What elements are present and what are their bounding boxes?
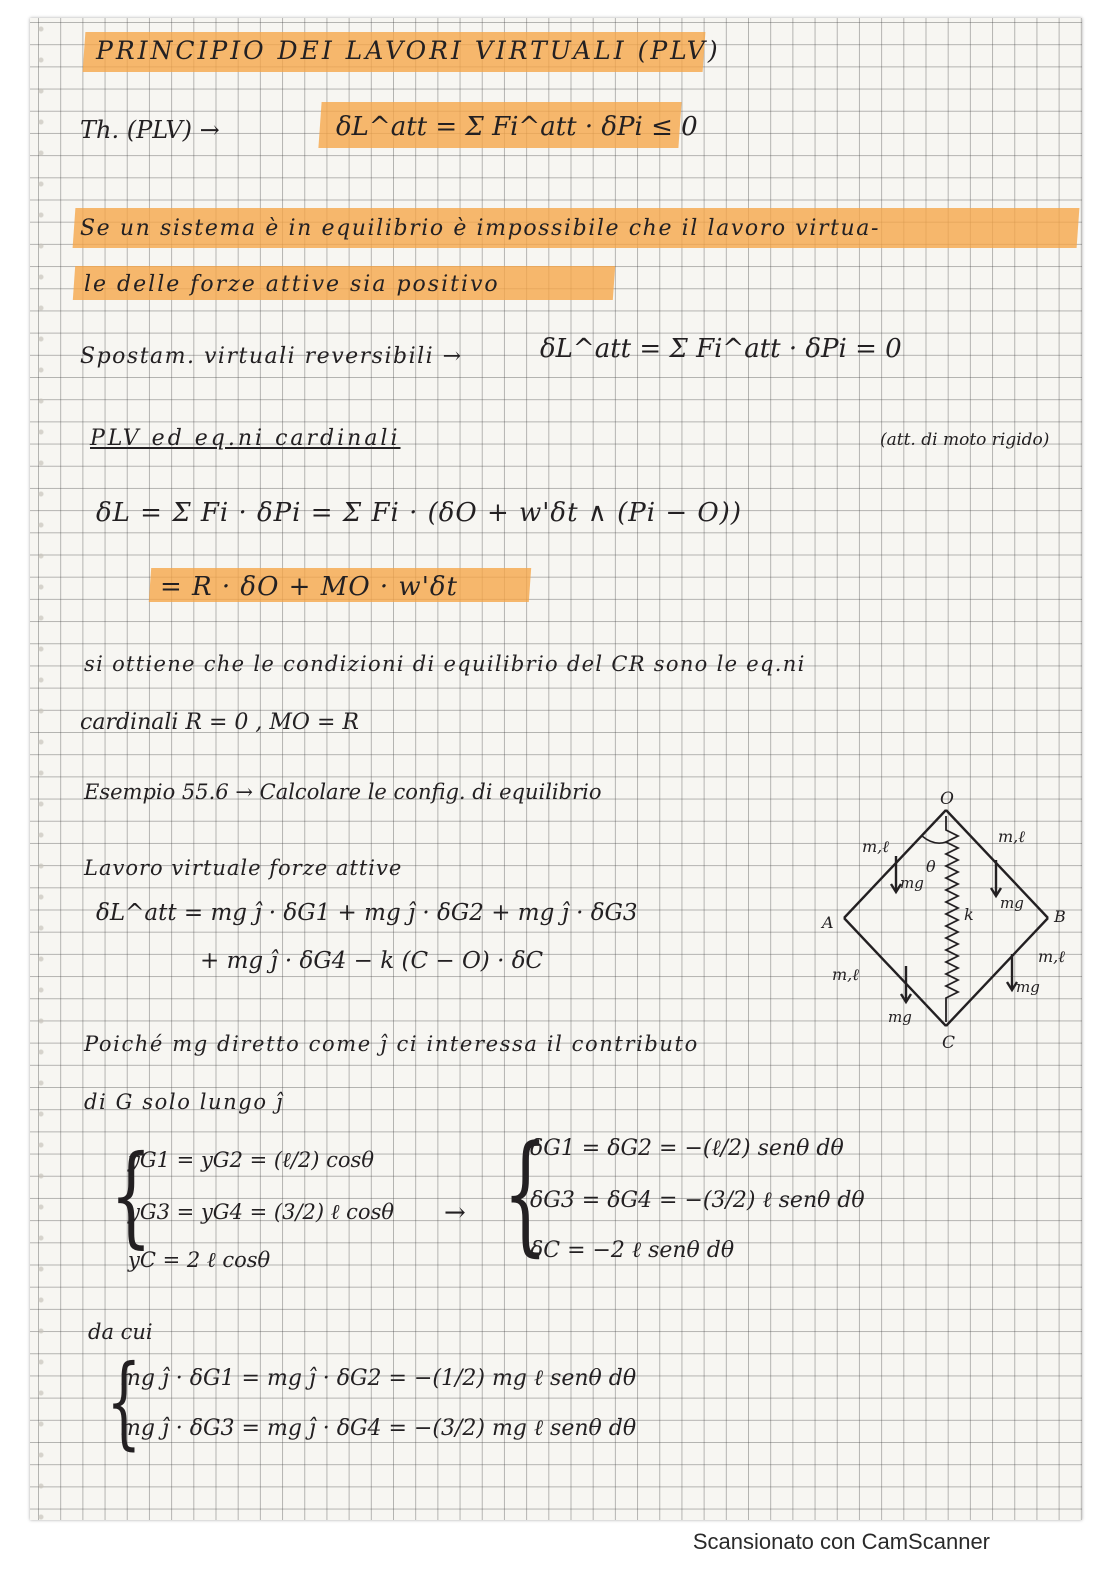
final-system-eq-1: mg ĵ · δG1 = mg ĵ · δG2 = −(1/2) mg ℓ senθ dθ: [120, 1366, 637, 1391]
angle-arc: [922, 836, 946, 843]
right-system-eq-2: δG3 = δG4 = −(3/2) ℓ senθ dθ: [530, 1188, 865, 1213]
left-system-eq-3: yC = 2 ℓ cosθ: [128, 1248, 271, 1272]
left-system-eq-2: yG3 = yG4 = (3/2) ℓ cosθ: [128, 1200, 394, 1224]
theorem-label: Th. (PLV) →: [80, 116, 220, 144]
reasoning-line-1: Poiché mg diretto come ĵ ci interessa il contributo: [84, 1032, 699, 1056]
from-which: da cui: [88, 1320, 153, 1344]
spring-oc: [946, 816, 958, 1022]
reversible-formula: δL^att = Σ Fi^att · δPi = 0: [540, 334, 902, 364]
rod-bc: [946, 918, 1048, 1026]
right-system-eq-3: δC = −2 ℓ senθ dθ: [530, 1238, 735, 1263]
rigid-motion-note: (att. di moto rigido): [880, 430, 1050, 450]
label-rod-tr: m,ℓ: [998, 827, 1025, 846]
label-rod-tl: m,ℓ: [862, 837, 889, 856]
conclusion-line-1: si ottiene che le condizioni di equilibrio del CR sono le eq.ni: [84, 652, 806, 676]
derivation-line-2: = R · δO + MO · w'δt: [160, 572, 458, 602]
label-force-1: mg: [900, 874, 924, 892]
label-point-b: B: [1054, 907, 1066, 926]
theorem-formula: δL^att = Σ Fi^att · δPi ≤ 0: [336, 112, 698, 142]
left-system-brace: {: [110, 1131, 152, 1259]
label-force-3: mg: [888, 1008, 912, 1026]
example-label: Esempio 55.6 → Calcolare le config. di equilibrio: [84, 780, 602, 804]
label-rod-bl: m,ℓ: [832, 965, 859, 984]
label-rod-br: m,ℓ: [1038, 947, 1065, 966]
page-title: PRINCIPIO DEI LAVORI VIRTUALI (PLV): [96, 36, 721, 65]
implies-arrow: →: [444, 1198, 466, 1228]
conclusion-line-2: cardinali R = 0 , MO = R: [80, 710, 359, 735]
right-system-eq-1: δG1 = δG2 = −(ℓ/2) senθ dθ: [530, 1136, 844, 1161]
rhombus-spring-diagram: [818, 790, 1078, 1060]
plv-cardinal-heading: PLV ed eq.ni cardinali: [90, 426, 401, 451]
virtual-work-heading: Lavoro virtuale forze attive: [84, 856, 403, 880]
statement-line-2: le delle forze attive sia positivo: [84, 272, 500, 297]
reasoning-line-2: di G solo lungo ĵ: [84, 1090, 284, 1114]
statement-line-1: Se un sistema è in equilibrio è impossibile che il lavoro virtua-: [80, 216, 881, 241]
label-angle: θ: [926, 857, 936, 876]
left-system-eq-1: yG1 = yG2 = (ℓ/2) cosθ: [128, 1148, 374, 1172]
reversible-label: Spostam. virtuali reversibili →: [80, 344, 463, 369]
final-system-eq-2: mg ĵ · δG3 = mg ĵ · δG4 = −(3/2) mg ℓ senθ dθ: [120, 1416, 637, 1441]
label-spring-k: k: [964, 905, 974, 924]
label-force-4: mg: [1016, 978, 1040, 996]
virtual-work-eq-1: δL^att = mg ĵ · δG1 + mg ĵ · δG2 + mg ĵ · δG3: [96, 900, 638, 926]
spiral-binding: [30, 18, 52, 1520]
label-point-a: A: [822, 913, 834, 932]
label-point-o: O: [940, 790, 954, 809]
derivation-line-1: δL = Σ Fi · δPi = Σ Fi · (δO + w'δt ∧ (Pi − O)): [96, 498, 742, 528]
label-point-c: C: [942, 1033, 956, 1053]
virtual-work-eq-2: + mg ĵ · δG4 − k (C − O) · δC: [200, 948, 544, 974]
right-system-brace: {: [502, 1117, 549, 1269]
final-system-brace: {: [106, 1343, 142, 1460]
scanner-watermark: Scansionato con CamScanner: [692, 1529, 990, 1554]
label-force-2: mg: [1000, 894, 1024, 912]
